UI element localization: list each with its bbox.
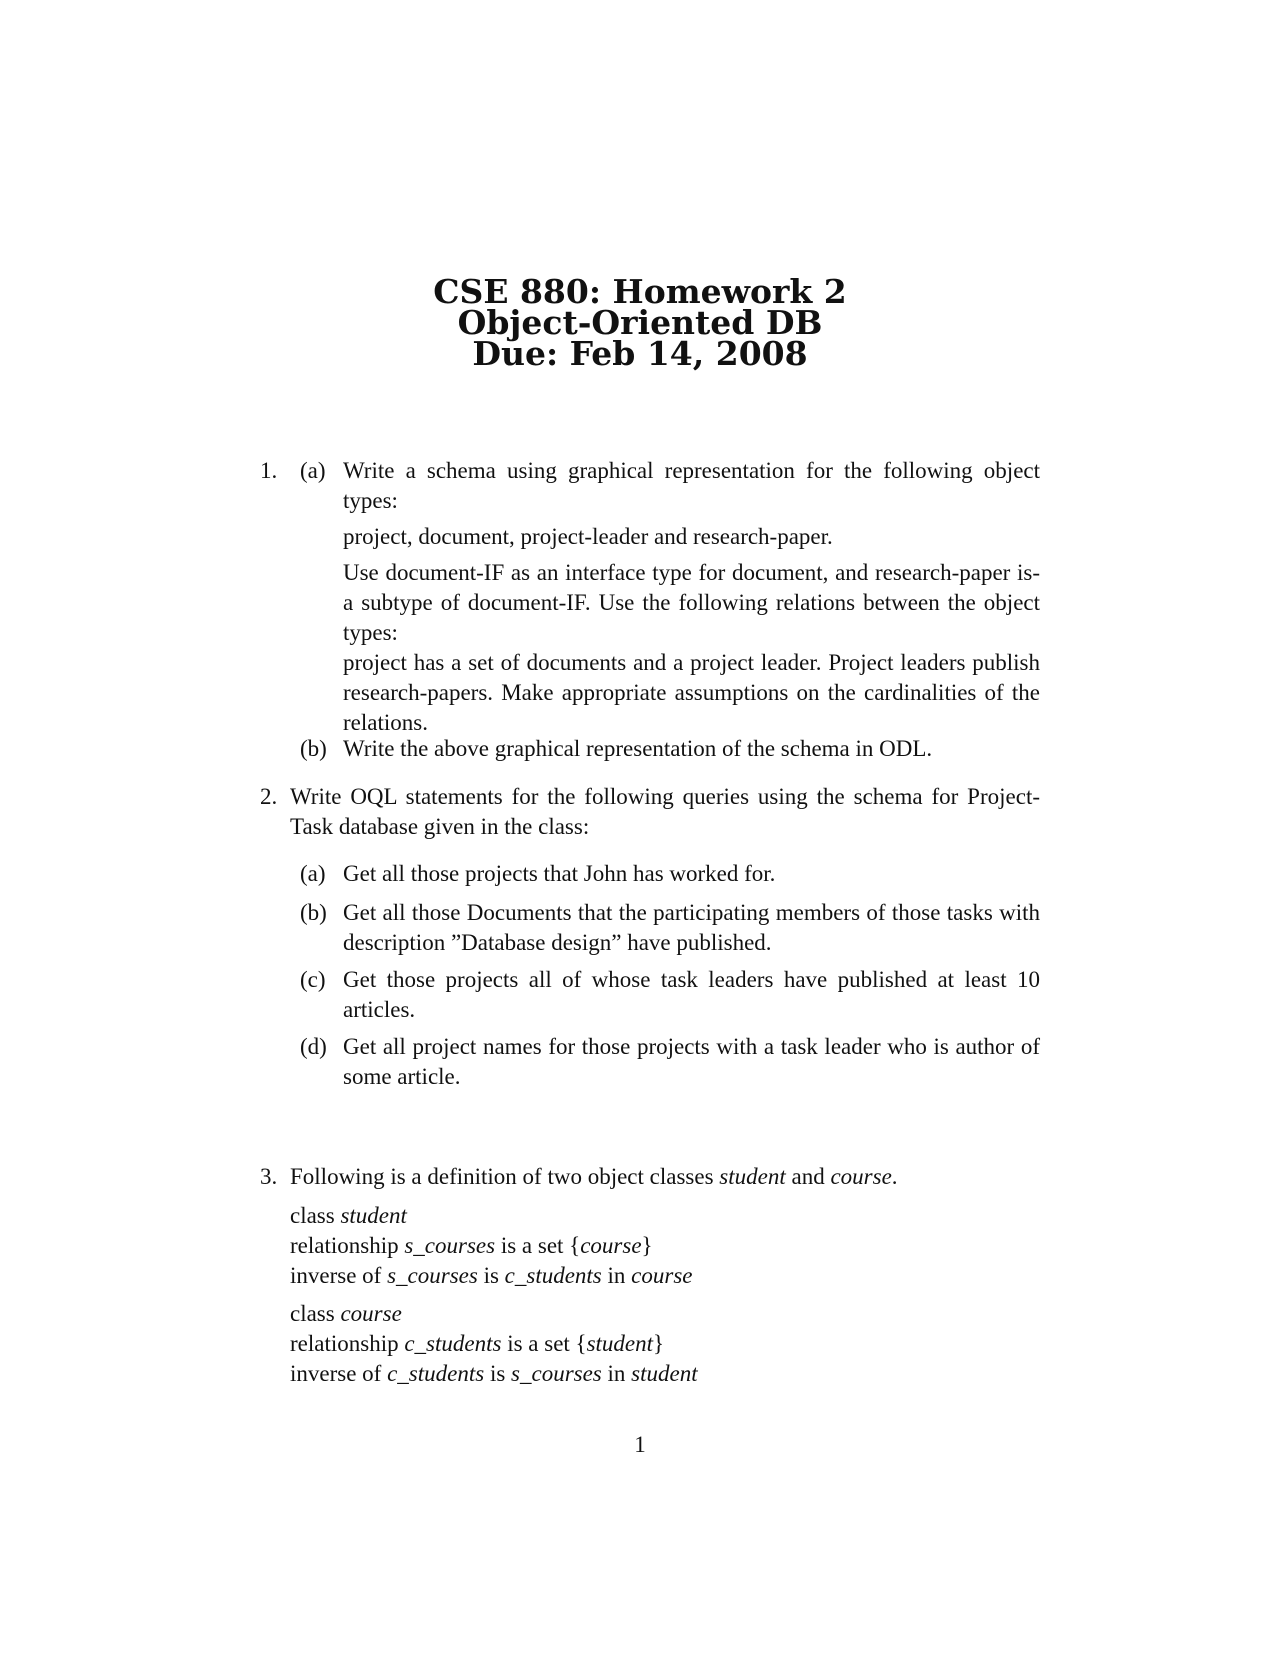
question-1b-label: (b) (300, 736, 327, 761)
course-relationship-line: relationship c_students is a set {student} (290, 1331, 665, 1356)
question-1b-text: Write the above graphical representation of the schema in ODL. (343, 736, 933, 761)
question-2d-label: (d) (300, 1034, 327, 1059)
question-2d-text: Get all project names for those projects with a task leader who is author of some article. (343, 1034, 1040, 1089)
student-class-definition (290, 1201, 1040, 1291)
question-2-intro: Write OQL statements for the following queries using the schema for Project-Task database given in the class: (290, 784, 1040, 839)
question-1a-relations: project has a set of documents and a project leader. Project leaders publish research-papers. Make appropriate assumptions on the cardinalities of the relations. (343, 650, 1040, 735)
title-line-course: CSE 880: Homework 2 (433, 272, 847, 311)
course-class-line: class course (290, 1301, 402, 1326)
class-name-student: student (719, 1164, 786, 1189)
question-2c-label: (c) (300, 967, 326, 992)
question-3-intro: Following is a definition of two object classes student and course. (290, 1164, 898, 1189)
question-1-number: 1. (260, 458, 278, 483)
student-class-line: class student (290, 1203, 407, 1228)
question-2-number: 2. (260, 784, 278, 809)
document-title (0, 272, 1280, 373)
question-2a-label: (a) (300, 861, 326, 886)
question-2c-text: Get those projects all of whose task leaders have published at least 10 articles. (343, 967, 1040, 1022)
page-number: 1 (634, 1432, 646, 1457)
question-2b-text: Get all those Documents that the participating members of those tasks with description ”Database design” have published. (343, 900, 1040, 955)
question-2a-text: Get all those projects that John has worked for. (343, 861, 776, 886)
student-inverse-line: inverse of s_courses is c_students in course (290, 1263, 693, 1288)
question-1a-object-types: project, document, project-leader and research-paper. (343, 524, 833, 549)
question-3-number: 3. (260, 1164, 278, 1189)
course-inverse-line: inverse of c_students is s_courses in student (290, 1361, 698, 1386)
question-1a-interface-description: Use document-IF as an interface type for document, and research-paper is-a subtype of document-IF. Use the following relations between the object types: (343, 560, 1040, 645)
title-line-topic: Object-Oriented DB (457, 303, 823, 342)
question-1a-label: (a) (300, 458, 326, 483)
question-3 (260, 1162, 1040, 1402)
question-1a-instruction: Write a schema using graphical representation for the following object types: (343, 458, 1040, 513)
question-1 (260, 456, 1040, 776)
question-2 (260, 782, 1040, 1102)
title-line-due-date: Due: Feb 14, 2008 (472, 334, 808, 373)
question-2b-label: (b) (300, 900, 327, 925)
course-class-definition (290, 1299, 1040, 1389)
student-relationship-line: relationship s_courses is a set {course} (290, 1233, 653, 1258)
class-name-course: course (830, 1164, 892, 1189)
